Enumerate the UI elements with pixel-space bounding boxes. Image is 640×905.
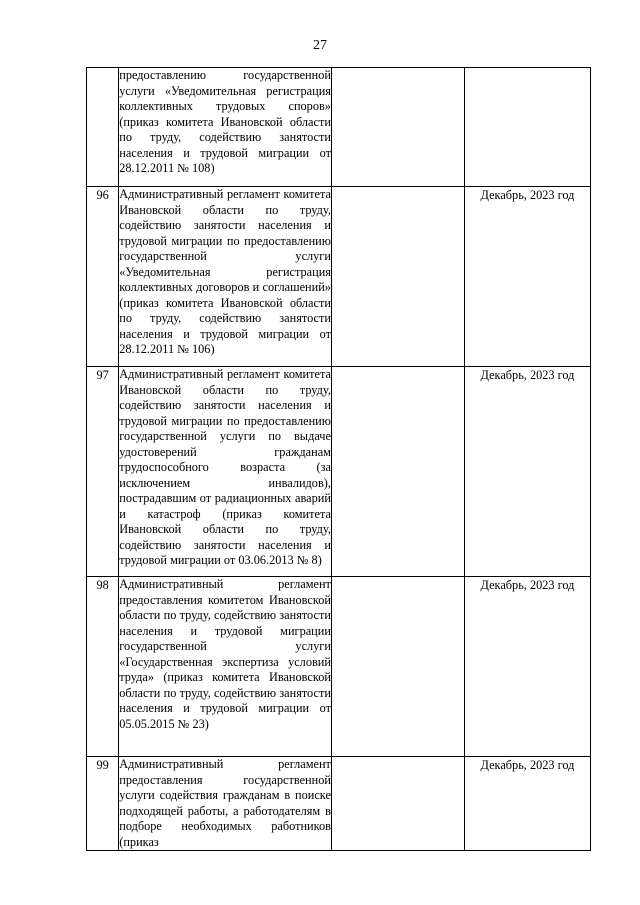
row-number-cell [87,577,119,757]
regulation-name: Административный регламент предоставления комитетом Ивановской области по труду, содействию занятости населения и трудовой миграции государственной услуги «Государственная экспертиза условий труда» (приказ комитета Ивановской области по труду, содействию занятости населения и трудовой миграции от 05.05.2015 № 23) [119,577,331,731]
regulation-name: Административный регламент предоставления государственной услуги содействия гражданам в поиске подходящей работы, а работодателям в подборе необходимых работников (приказ [119,757,331,849]
regulation-name-cell [119,68,332,187]
empty-cell [331,187,464,367]
deadline-cell [464,577,590,757]
deadline-cell [464,367,590,577]
deadline-cell [464,187,590,367]
regulations-table [86,67,591,851]
regulation-name-cell [119,757,332,851]
deadline: Декабрь, 2023 год [480,758,575,772]
row-number-cell [87,187,119,367]
row-number-cell [87,367,119,577]
regulation-name: Административный регламент комитета Ивановской области по труду, содействию занятости населения и трудовой миграции по предоставлению государственной услуги «Уведомительная регистрация коллективных договоров и соглашений» (приказ комитета Ивановской области по труду, содействию занятости населения и трудовой миграции от 28.12.2011 № 106) [119,187,331,356]
row-number: 98 [96,578,109,592]
row-number-cell [87,68,119,187]
regulation-name-cell [119,187,332,367]
empty-cell [331,367,464,577]
empty-cell [331,68,464,187]
page-number: 27 [313,38,327,53]
table-row [87,187,591,367]
regulation-name-cell [119,367,332,577]
row-number: 97 [96,368,109,382]
deadline: Декабрь, 2023 год [480,578,575,592]
row-number: 99 [96,758,109,772]
empty-cell [331,757,464,851]
regulation-name: предоставлению государственной услуги «Уведомительная регистрация коллективных трудовых споров» (приказ комитета Ивановской области по труду, содействию занятости населения и трудовой миграции от 28.12.2011 № 108) [119,68,331,175]
table-row [87,68,591,187]
table-row [87,367,591,577]
deadline-cell [464,757,590,851]
table-row [87,757,591,851]
table-row [87,577,591,757]
deadline-cell [464,68,590,187]
regulation-name-cell [119,577,332,757]
regulation-name: Административный регламент комитета Ивановской области по труду, содействию занятости населения и трудовой миграции по предоставлению государственной услуги по выдаче удостоверений гражданам трудоспособного возраста (за исключением инвалидов), пострадавшим от радиационных аварий и катастроф (приказ комитета Ивановской области по труду, содействию занятости населения и трудовой миграции от 03.06.2013 № 8) [119,367,331,567]
row-number-cell [87,757,119,851]
empty-cell [331,577,464,757]
deadline: Декабрь, 2023 год [480,188,575,202]
row-number [87,68,118,69]
deadline: Декабрь, 2023 год [480,368,575,382]
deadline [465,68,590,69]
row-number: 96 [96,188,109,202]
